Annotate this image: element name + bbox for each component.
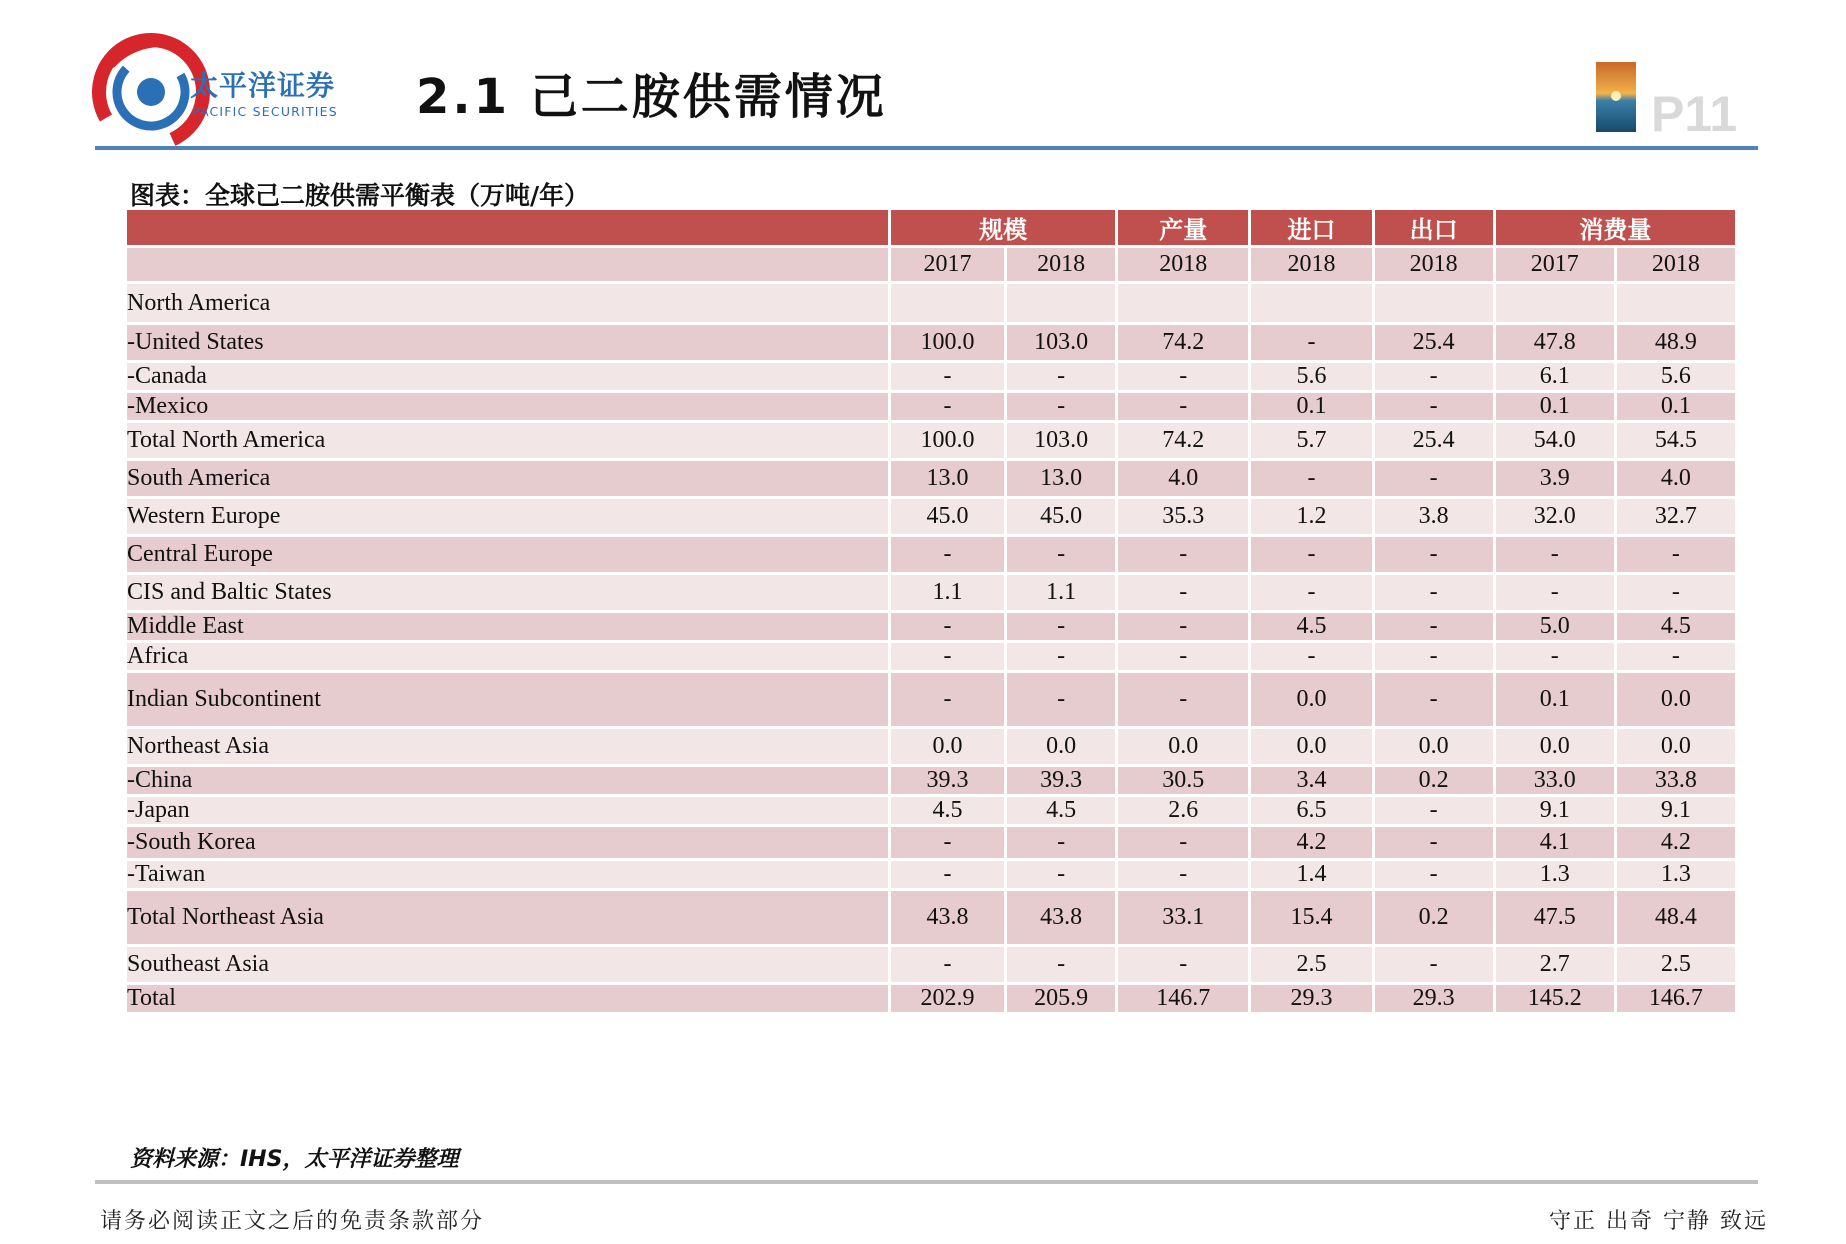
table-cell: - [1251,461,1371,496]
table-cell: 30.5 [1118,767,1248,794]
table-cell: 1.3 [1617,861,1735,888]
table-cell: - [1118,575,1248,610]
table-cell [1118,284,1248,322]
table-cell: 1.2 [1251,499,1371,534]
table-cell: - [891,613,1004,640]
year-header: 2018 [1118,248,1248,281]
table-cell: 2.6 [1118,797,1248,824]
table-cell: 0.1 [1496,393,1614,420]
table-cell: 45.0 [891,499,1004,534]
table-cell: 5.6 [1617,363,1735,390]
table-cell: 39.3 [1007,767,1115,794]
table-cell: - [891,393,1004,420]
table-cell: - [1375,797,1493,824]
table-cell: 4.5 [891,797,1004,824]
table-cell: 1.4 [1251,861,1371,888]
table-cell: 39.3 [891,767,1004,794]
group-header-blank [127,210,888,245]
table-cell: - [1118,537,1248,572]
year-header: 2018 [1617,248,1735,281]
table-cell: 103.0 [1007,423,1115,458]
table-row [127,729,1735,764]
table-cell: - [1118,861,1248,888]
disclaimer-text: 请务必阅读正文之后的免责条款部分 [100,1209,485,1234]
table-cell: 100.0 [891,423,1004,458]
brand-name-en: PACIFIC SECURITIES [192,104,338,119]
table-cell: - [1375,673,1493,726]
table-cell: 29.3 [1251,985,1371,1012]
table-cell: 9.1 [1617,797,1735,824]
table-cell: - [1007,861,1115,888]
table-cell: - [1375,827,1493,858]
table-row [127,284,1735,322]
table-cell: 4.5 [1007,797,1115,824]
table-row [127,985,1735,1012]
table-cell: 47.8 [1496,325,1614,360]
sunset-decoration-icon [1596,62,1636,132]
table-cell: - [1251,643,1371,670]
table-cell: 29.3 [1375,985,1493,1012]
row-label: Western Europe [127,499,888,534]
year-header-blank [127,248,888,281]
table-cell: 3.4 [1251,767,1371,794]
table-cell: - [1118,613,1248,640]
table-caption: 图表：全球己二胺供需平衡表（万吨/年） [130,181,590,210]
table-cell: - [1375,613,1493,640]
table-cell: - [1118,673,1248,726]
table-row [127,423,1735,458]
table-cell: - [1118,947,1248,982]
table-cell: - [1496,537,1614,572]
table-cell: 4.5 [1617,613,1735,640]
table-cell: 54.5 [1617,423,1735,458]
table-cell: - [891,673,1004,726]
group-header-capacity: 规模 [891,210,1115,245]
table-cell: 45.0 [1007,499,1115,534]
year-header: 2017 [891,248,1004,281]
table-cell: - [1118,827,1248,858]
table-cell: 9.1 [1496,797,1614,824]
table-row [127,499,1735,534]
table-cell: 4.0 [1118,461,1248,496]
table-cell: - [1375,393,1493,420]
table-cell: 0.0 [1617,729,1735,764]
table-cell: - [1007,613,1115,640]
table-cell: 35.3 [1118,499,1248,534]
row-label: Total Northeast Asia [127,891,888,944]
table-row [127,325,1735,360]
table-cell: 54.0 [1496,423,1614,458]
table-cell: 4.5 [1251,613,1371,640]
table-cell: 0.0 [891,729,1004,764]
year-header: 2018 [1007,248,1115,281]
row-label: -South Korea [127,827,888,858]
row-label: Indian Subcontinent [127,673,888,726]
row-label: -China [127,767,888,794]
source-note: 资料来源：IHS，太平洋证券整理 [130,1147,459,1172]
table-cell: 3.8 [1375,499,1493,534]
table-cell: 13.0 [1007,461,1115,496]
table-cell [1375,284,1493,322]
table-body [127,284,1735,1012]
table-row [127,797,1735,824]
table-cell: - [1375,363,1493,390]
table-cell: 0.0 [1617,673,1735,726]
year-header: 2018 [1251,248,1371,281]
table-cell: 32.0 [1496,499,1614,534]
table-cell: - [1375,947,1493,982]
table-cell: 3.9 [1496,461,1614,496]
table-cell: 1.1 [1007,575,1115,610]
table-cell: - [1251,537,1371,572]
table-cell: 145.2 [1496,985,1614,1012]
table-row [127,673,1735,726]
page-title: 2.1 己二胺供需情况 [416,69,887,125]
table-cell: - [1007,393,1115,420]
row-label: -Japan [127,797,888,824]
row-label: -Mexico [127,393,888,420]
table-cell: 0.2 [1375,767,1493,794]
table-cell: - [1118,643,1248,670]
table-cell: - [1375,537,1493,572]
table-cell: 48.4 [1617,891,1735,944]
table-cell: - [1496,643,1614,670]
table-cell [891,284,1004,322]
table-row [127,861,1735,888]
table-cell: - [1007,643,1115,670]
supply-demand-table [127,210,1741,1012]
row-label: Total [127,985,888,1012]
table-cell: 146.7 [1118,985,1248,1012]
group-header-import: 进口 [1251,210,1371,245]
table-cell: 0.0 [1251,729,1371,764]
table-cell: 1.3 [1496,861,1614,888]
group-header-export: 出口 [1375,210,1493,245]
row-label: Southeast Asia [127,947,888,982]
table-row [127,613,1735,640]
table-row [127,827,1735,858]
table-cell: 4.1 [1496,827,1614,858]
table-cell: - [1007,947,1115,982]
row-label: CIS and Baltic States [127,575,888,610]
table-cell: - [1375,643,1493,670]
row-label: Total North America [127,423,888,458]
table-cell: 47.5 [1496,891,1614,944]
table-cell: - [891,861,1004,888]
brand-name-cn: 太平洋证券 [190,69,336,102]
row-label: North America [127,284,888,322]
table-row [127,891,1735,944]
table-cell: 2.5 [1617,947,1735,982]
table-cell: 32.7 [1617,499,1735,534]
table-row [127,537,1735,572]
table-cell: - [891,537,1004,572]
table-cell: - [891,827,1004,858]
table-cell: 6.1 [1496,363,1614,390]
table-cell: 48.9 [1617,325,1735,360]
table-cell: - [1118,393,1248,420]
table-cell: - [1617,643,1735,670]
table-cell: 0.1 [1251,393,1371,420]
group-header-row [127,210,1735,245]
table-cell [1496,284,1614,322]
group-header-production: 产量 [1118,210,1248,245]
table-cell: - [891,363,1004,390]
company-logo [92,30,392,148]
table-row [127,393,1735,420]
table-cell: - [1375,461,1493,496]
table-cell: 43.8 [1007,891,1115,944]
row-label: South America [127,461,888,496]
table-cell: 5.7 [1251,423,1371,458]
year-header: 2018 [1375,248,1493,281]
table-cell: - [1617,537,1735,572]
table-cell: 0.2 [1375,891,1493,944]
table-cell: 2.5 [1251,947,1371,982]
row-label: Africa [127,643,888,670]
table-cell: - [1007,363,1115,390]
table-cell: - [1007,537,1115,572]
table-cell: 103.0 [1007,325,1115,360]
table-cell: - [1118,363,1248,390]
table-cell: - [1007,827,1115,858]
table-cell: 146.7 [1617,985,1735,1012]
table-cell: 25.4 [1375,325,1493,360]
table-cell: 4.0 [1617,461,1735,496]
table-cell: 13.0 [891,461,1004,496]
table-cell [1617,284,1735,322]
table-cell: 0.0 [1007,729,1115,764]
table-cell: 25.4 [1375,423,1493,458]
table-cell: - [1007,673,1115,726]
table-cell: 0.0 [1251,673,1371,726]
table-cell: 0.0 [1118,729,1248,764]
table-row [127,575,1735,610]
table-cell: 0.1 [1617,393,1735,420]
table-cell [1007,284,1115,322]
table-cell: 0.0 [1496,729,1614,764]
table-row [127,363,1735,390]
table-row [127,643,1735,670]
table-cell: - [1251,575,1371,610]
table-cell: 33.1 [1118,891,1248,944]
company-motto: 守正 出奇 宁静 致远 [1549,1209,1768,1234]
year-header: 2017 [1496,248,1614,281]
table-cell: 43.8 [891,891,1004,944]
row-label: Northeast Asia [127,729,888,764]
table-cell: - [1251,325,1371,360]
table-cell: 33.0 [1496,767,1614,794]
table-cell: 4.2 [1617,827,1735,858]
table-cell: 6.5 [1251,797,1371,824]
table-cell: 74.2 [1118,423,1248,458]
table-cell: 202.9 [891,985,1004,1012]
row-label: -Canada [127,363,888,390]
table-cell: 100.0 [891,325,1004,360]
page-number: P11 [1651,86,1738,142]
data-table [124,207,1738,1015]
row-label: -United States [127,325,888,360]
table-cell: 5.6 [1251,363,1371,390]
row-label: Central Europe [127,537,888,572]
table-row [127,767,1735,794]
table-cell [1251,284,1371,322]
table-cell: 0.0 [1375,729,1493,764]
table-row [127,947,1735,982]
table-cell: 33.8 [1617,767,1735,794]
table-cell: - [1496,575,1614,610]
table-cell: 205.9 [1007,985,1115,1012]
table-cell: 74.2 [1118,325,1248,360]
table-cell: - [1375,861,1493,888]
table-cell: - [1617,575,1735,610]
table-cell: - [891,947,1004,982]
table-cell: 1.1 [891,575,1004,610]
table-cell: - [891,643,1004,670]
row-label: -Taiwan [127,861,888,888]
row-label: Middle East [127,613,888,640]
table-cell: 5.0 [1496,613,1614,640]
table-row [127,461,1735,496]
table-cell: 4.2 [1251,827,1371,858]
table-cell: 2.7 [1496,947,1614,982]
table-cell: 0.1 [1496,673,1614,726]
header-divider [95,146,1758,150]
year-header-row [127,248,1735,281]
group-header-consumption: 消费量 [1496,210,1735,245]
table-cell: 15.4 [1251,891,1371,944]
footer-divider [95,1180,1758,1184]
table-cell: - [1375,575,1493,610]
